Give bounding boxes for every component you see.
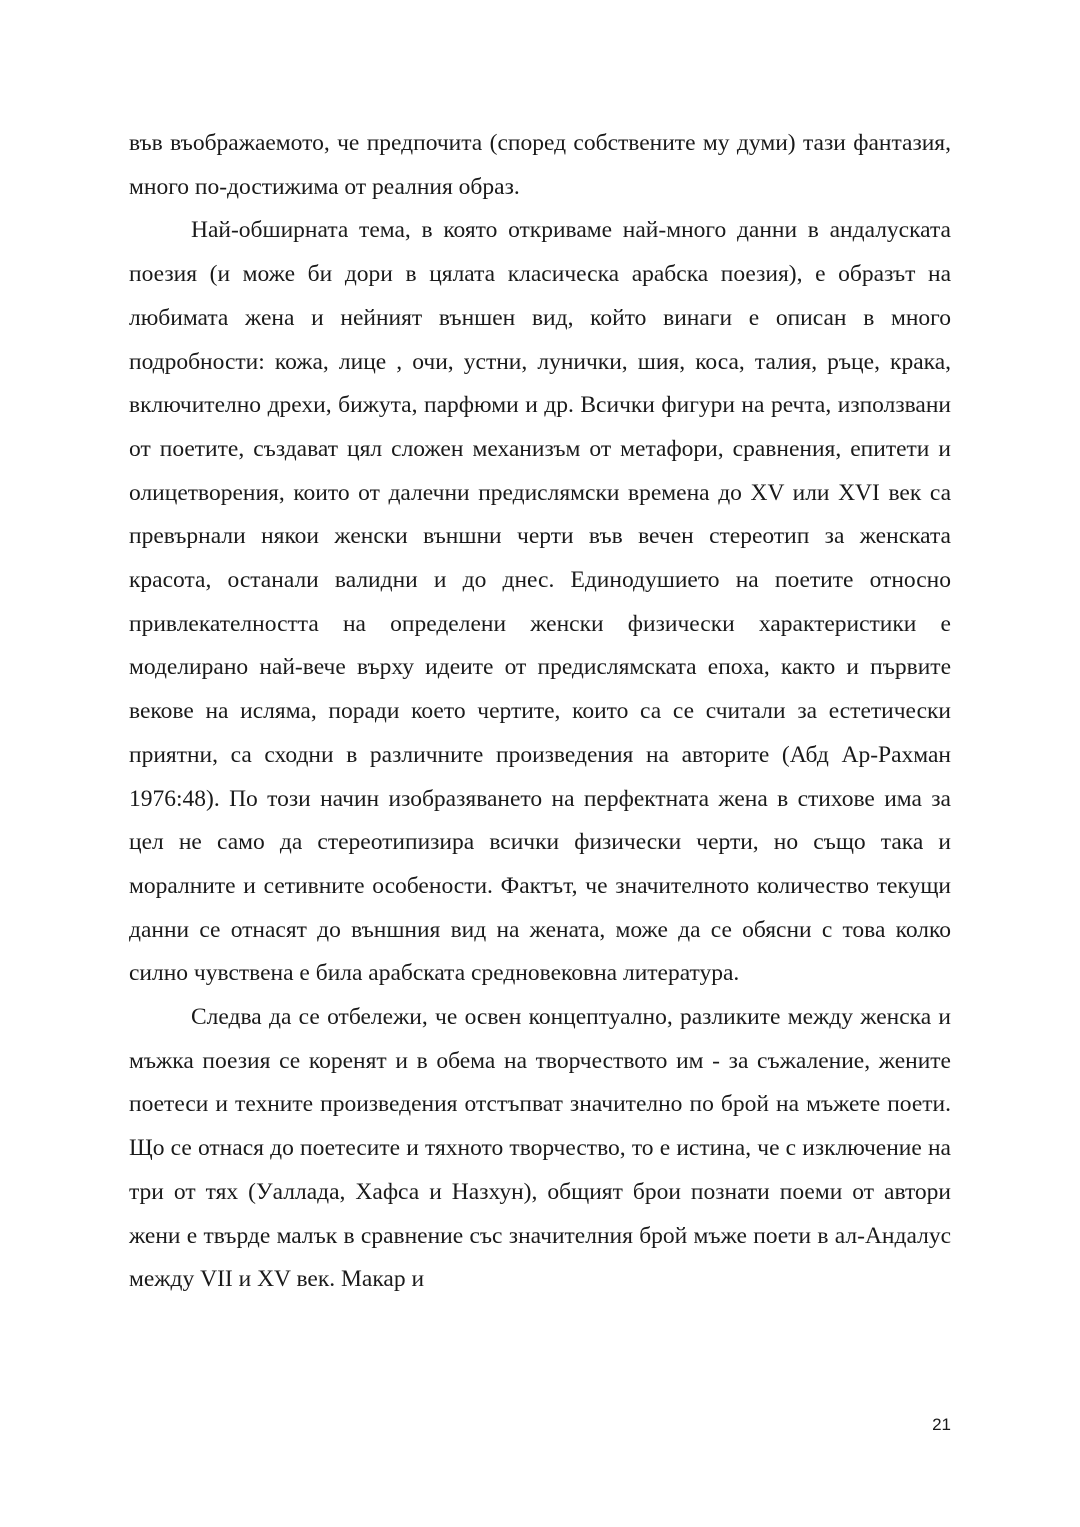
page-number: 21 <box>932 1415 951 1434</box>
paragraph-continuation: във въображаемото, че предпочита (според собствените му думи) тази фантазия, много по-достижима от реалния образ. <box>129 130 951 200</box>
body-text <box>129 122 951 1302</box>
paragraph-female-male-poetry: Следва да се отбележи, че освен концептуално, разликите между женска и мъжка поезия се коренят и в обема на творчеството им - за съжаление, жените поетеси и техните произведения отстъпват значително по брой на мъжете поети. Що се отнася до поетесите и тяхното творчество, то е истина, че с изключение на три от тях (Уаллада, Хафса и Назхун), общият брои познати поеми от автори жени е твърде малък в сравнение със значителния брой мъже поети в ал-Андалус между VII и XV век. Макар и <box>129 1004 951 1293</box>
paragraph-beloved-woman-theme: Най-обширната тема, в която откриваме най-много данни в андалуската поезия (и може би дори в цялата класическа арабска поезия), е образът на любимата жена и нейният външен вид, който винаги е описан в много подробности: кожа, лице , очи, устни, лунички, шия, коса, талия, ръце, крака, включително дрехи, бижута, парфюми и др. Всички фигури на речта, използвани от поетите, създават цял сложен механизъм от метафори, сравнения, епитети и олицетворения, които от далечни предислямски времена до XV или XVI век са превърнали някои женски външни черти във вечен стереотип за женската красота, останали валидни и до днес. Единодушието на поетите относно привлекателността на определени женски физически характеристики е моделирано най-вече върху идеите от предислямската епоха, както и първите векове на исляма, поради което чертите, които са се считали за естетически приятни, са сходни в различните произведения на авторите (Абд Ар-Рахман 1976:48). По този начин изобразяването на перфектната жена в стихове има за цел не само да стереотипизира всички физически черти, но също така и моралните и сетивните особености. Фактът, че значителното количество текущи данни се отнасят до външния вид на жената, може да се обясни с това колко силно чувствена е била арабската средновековна литература. <box>129 217 951 987</box>
